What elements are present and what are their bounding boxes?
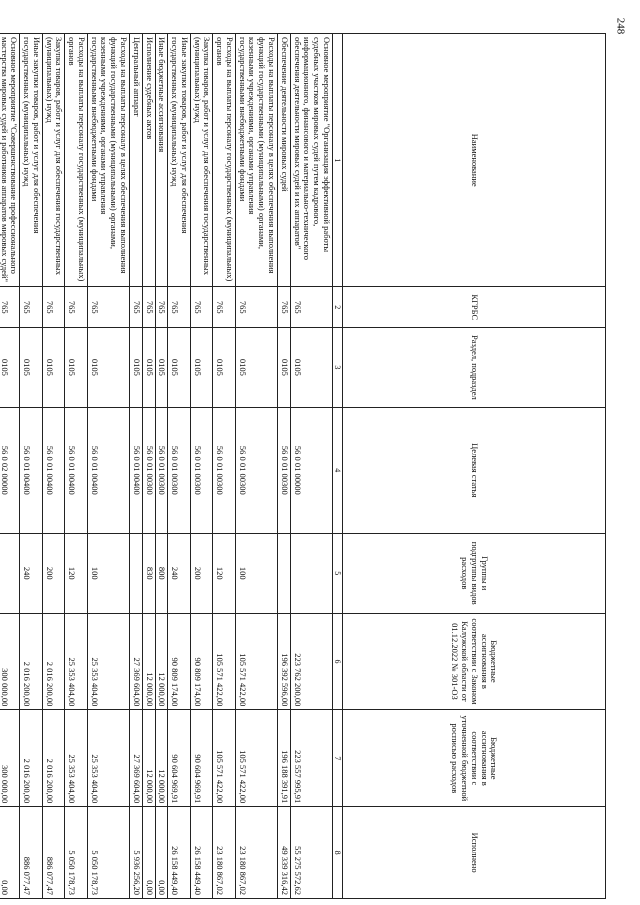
cell-kgrbs: 765 bbox=[277, 287, 290, 328]
cell-revised-allocation: 90 604 969,91 bbox=[168, 710, 191, 807]
cell-section: 0105 bbox=[0, 328, 20, 408]
cell-kgrbs: 765 bbox=[130, 287, 143, 328]
cell-revised-allocation: 300 000,00 bbox=[0, 710, 20, 807]
column-number: 2 bbox=[332, 287, 342, 328]
column-number-row bbox=[332, 34, 342, 899]
cell-section: 0105 bbox=[277, 328, 290, 408]
header-law-allocations: Бюджетные ассигнования в соответствии с Законом Калужской области от 01.12.2022 № 301-ОЗ bbox=[343, 613, 606, 710]
cell-expense-group: 800 bbox=[155, 533, 168, 613]
cell-executed: 23 180 867,02 bbox=[213, 807, 236, 899]
cell-revised-allocation: 105 571 422,00 bbox=[235, 710, 277, 807]
cell-expense-group: 240 bbox=[20, 533, 43, 613]
cell-name: Исполнение судебных актов bbox=[142, 34, 155, 287]
cell-kgrbs: 765 bbox=[20, 287, 43, 328]
cell-expense-group: 830 bbox=[142, 533, 155, 613]
cell-name: Иные бюджетные ассигнования bbox=[155, 34, 168, 287]
cell-executed: 55 275 572,62 bbox=[290, 807, 332, 899]
cell-section: 0105 bbox=[168, 328, 191, 408]
cell-executed: 5 050 178,73 bbox=[65, 807, 88, 899]
cell-revised-allocation: 90 604 969,91 bbox=[190, 710, 213, 807]
cell-kgrbs: 765 bbox=[0, 287, 20, 328]
cell-kgrbs: 765 bbox=[290, 287, 332, 328]
cell-law-allocation: 90 809 174,00 bbox=[190, 613, 213, 710]
table-row bbox=[168, 34, 191, 899]
cell-section: 0105 bbox=[190, 328, 213, 408]
cell-executed: 26 158 449,40 bbox=[190, 807, 213, 899]
column-number: 6 bbox=[332, 613, 342, 710]
cell-executed: 886 077,47 bbox=[42, 807, 65, 899]
cell-target-article: 56 0 01 00300 bbox=[142, 407, 155, 533]
cell-kgrbs: 765 bbox=[42, 287, 65, 328]
cell-expense-group: 240 bbox=[168, 533, 191, 613]
cell-executed: 26 158 449,40 bbox=[168, 807, 191, 899]
cell-name: Обеспечение деятельности мировых судей bbox=[277, 34, 290, 287]
cell-executed: 49 339 316,42 bbox=[277, 807, 290, 899]
cell-target-article: 56 0 01 00300 bbox=[235, 407, 277, 533]
cell-section: 0105 bbox=[65, 328, 88, 408]
cell-revised-allocation: 2 016 200,00 bbox=[20, 710, 43, 807]
cell-target-article: 56 0 01 00300 bbox=[168, 407, 191, 533]
cell-section: 0105 bbox=[155, 328, 168, 408]
header-section: Раздел, подраздел bbox=[343, 328, 606, 408]
cell-kgrbs: 765 bbox=[65, 287, 88, 328]
cell-target-article: 56 0 01 00400 bbox=[87, 407, 129, 533]
cell-law-allocation: 196 392 596,00 bbox=[277, 613, 290, 710]
cell-name: Расходы на выплаты персоналу в целях обеспечения выполнения функций государственными (муниципальными) органами, казенными учреждениями, органами управления государственными внебюджетными фондами bbox=[235, 34, 277, 287]
cell-executed: 5 936 256,20 bbox=[130, 807, 143, 899]
cell-target-article: 56 0 02 00000 bbox=[0, 407, 20, 533]
cell-law-allocation: 25 353 404,00 bbox=[87, 613, 129, 710]
cell-expense-group bbox=[277, 533, 290, 613]
column-number: 7 bbox=[332, 710, 342, 807]
cell-expense-group: 100 bbox=[235, 533, 277, 613]
cell-section: 0105 bbox=[235, 328, 277, 408]
cell-expense-group: 200 bbox=[42, 533, 65, 613]
table-row bbox=[20, 34, 43, 899]
cell-target-article: 56 0 01 00400 bbox=[20, 407, 43, 533]
column-number: 5 bbox=[332, 533, 342, 613]
cell-law-allocation: 90 809 174,00 bbox=[168, 613, 191, 710]
cell-law-allocation: 12 000,00 bbox=[142, 613, 155, 710]
table-row bbox=[290, 34, 332, 899]
cell-name: Расходы на выплаты персоналу в целях обеспечения выполнения функций государственными (муниципальными) органами, казенными учреждениями, органами управления государственными внебюджетными фондами bbox=[87, 34, 129, 287]
cell-law-allocation: 105 571 422,00 bbox=[235, 613, 277, 710]
table-row bbox=[190, 34, 213, 899]
cell-target-article: 56 0 01 00400 bbox=[42, 407, 65, 533]
cell-law-allocation: 25 353 404,00 bbox=[65, 613, 88, 710]
cell-name: Расходы на выплаты персоналу государственных (муниципальных) органов bbox=[213, 34, 236, 287]
cell-target-article: 56 0 01 00400 bbox=[65, 407, 88, 533]
table-row bbox=[42, 34, 65, 899]
cell-name: Закупка товаров, работ и услуг для обеспечения государственных (муниципальных) нужд bbox=[42, 34, 65, 287]
cell-section: 0105 bbox=[42, 328, 65, 408]
cell-law-allocation: 2 016 200,00 bbox=[20, 613, 43, 710]
cell-target-article: 56 0 01 00000 bbox=[290, 407, 332, 533]
cell-target-article: 56 0 01 00300 bbox=[277, 407, 290, 533]
cell-revised-allocation: 2 016 200,00 bbox=[42, 710, 65, 807]
header-kgrbs: КГРБС bbox=[343, 287, 606, 328]
cell-revised-allocation: 196 188 391,91 bbox=[277, 710, 290, 807]
cell-law-allocation: 12 000,00 bbox=[155, 613, 168, 710]
cell-revised-allocation: 25 353 404,00 bbox=[87, 710, 129, 807]
cell-kgrbs: 765 bbox=[168, 287, 191, 328]
cell-section: 0105 bbox=[290, 328, 332, 408]
cell-target-article: 56 0 01 00300 bbox=[155, 407, 168, 533]
cell-name: Основное мероприятие "Организация эффективной работы судебных участков мировых судей путем кадрового, информационного, финансового и материально-технического обеспечения деятельности мировых судей и их аппаратов" bbox=[290, 34, 332, 287]
cell-expense-group: 120 bbox=[213, 533, 236, 613]
cell-law-allocation: 27 369 604,00 bbox=[130, 613, 143, 710]
rotated-table-container bbox=[0, 33, 606, 899]
column-number: 1 bbox=[332, 34, 342, 287]
cell-revised-allocation: 27 369 604,00 bbox=[130, 710, 143, 807]
cell-executed: 0,00 bbox=[155, 807, 168, 899]
cell-expense-group: 120 bbox=[65, 533, 88, 613]
cell-kgrbs: 765 bbox=[213, 287, 236, 328]
cell-name: Центральный аппарат bbox=[130, 34, 143, 287]
table-row bbox=[213, 34, 236, 899]
cell-executed: 0,00 bbox=[0, 807, 20, 899]
cell-executed: 886 077,47 bbox=[20, 807, 43, 899]
column-number: 4 bbox=[332, 407, 342, 533]
cell-kgrbs: 765 bbox=[155, 287, 168, 328]
cell-target-article: 56 0 01 00300 bbox=[213, 407, 236, 533]
header-revised-allocations: Бюджетные ассигнования в соответствии с уточненной бюджетной росписью расходов bbox=[343, 710, 606, 807]
cell-kgrbs: 765 bbox=[142, 287, 155, 328]
cell-name: Закупка товаров, работ и услуг для обеспечения государственных (муниципальных) нужд bbox=[190, 34, 213, 287]
cell-expense-group bbox=[130, 533, 143, 613]
cell-expense-group bbox=[0, 533, 20, 613]
cell-law-allocation: 223 762 200,00 bbox=[290, 613, 332, 710]
table-row bbox=[277, 34, 290, 899]
cell-kgrbs: 765 bbox=[190, 287, 213, 328]
cell-section: 0105 bbox=[130, 328, 143, 408]
cell-section: 0105 bbox=[142, 328, 155, 408]
table-body bbox=[0, 34, 332, 899]
cell-section: 0105 bbox=[20, 328, 43, 408]
header-expense-group: Группы и подгруппы видов расходов bbox=[343, 533, 606, 613]
cell-name: Иные закупки товаров, работ и услуг для обеспечения государственных (муниципальных) нужд bbox=[168, 34, 191, 287]
cell-name: Расходы на выплаты персоналу государственных (муниципальных) органов bbox=[65, 34, 88, 287]
table-row bbox=[142, 34, 155, 899]
table-row bbox=[87, 34, 129, 899]
cell-executed: 5 050 178,73 bbox=[87, 807, 129, 899]
table-row bbox=[0, 34, 20, 899]
header-name: Наименование bbox=[343, 34, 606, 287]
cell-expense-group bbox=[290, 533, 332, 613]
page-number: 248 bbox=[613, 17, 626, 35]
cell-revised-allocation: 223 557 995,91 bbox=[290, 710, 332, 807]
cell-revised-allocation: 25 353 404,00 bbox=[65, 710, 88, 807]
budget-table bbox=[0, 33, 606, 899]
column-number: 3 bbox=[332, 328, 342, 408]
cell-law-allocation: 105 571 422,00 bbox=[213, 613, 236, 710]
cell-revised-allocation: 12 000,00 bbox=[155, 710, 168, 807]
cell-expense-group: 100 bbox=[87, 533, 129, 613]
cell-name: Иные закупки товаров, работ и услуг для обеспечения государственных (муниципальных) нужд bbox=[20, 34, 43, 287]
cell-executed: 23 180 867,02 bbox=[235, 807, 277, 899]
cell-expense-group: 200 bbox=[190, 533, 213, 613]
header-executed: Исполнено bbox=[343, 807, 606, 899]
cell-name: Основное мероприятие "Совершенствование профессионального мастерства мировых судей и работников аппаратов мировых судей" bbox=[0, 34, 20, 287]
cell-executed: 0,00 bbox=[142, 807, 155, 899]
table-row bbox=[155, 34, 168, 899]
cell-kgrbs: 765 bbox=[235, 287, 277, 328]
cell-revised-allocation: 12 000,00 bbox=[142, 710, 155, 807]
cell-target-article: 56 0 01 00300 bbox=[190, 407, 213, 533]
cell-section: 0105 bbox=[87, 328, 129, 408]
table-row bbox=[130, 34, 143, 899]
cell-law-allocation: 300 000,00 bbox=[0, 613, 20, 710]
cell-section: 0105 bbox=[213, 328, 236, 408]
cell-target-article: 56 0 01 00400 bbox=[130, 407, 143, 533]
cell-kgrbs: 765 bbox=[87, 287, 129, 328]
table-row bbox=[65, 34, 88, 899]
header-target-article: Целевая статья bbox=[343, 407, 606, 533]
column-number: 8 bbox=[332, 807, 342, 899]
cell-law-allocation: 2 016 200,00 bbox=[42, 613, 65, 710]
cell-revised-allocation: 105 571 422,00 bbox=[213, 710, 236, 807]
header-row bbox=[343, 34, 606, 899]
table-row bbox=[235, 34, 277, 899]
